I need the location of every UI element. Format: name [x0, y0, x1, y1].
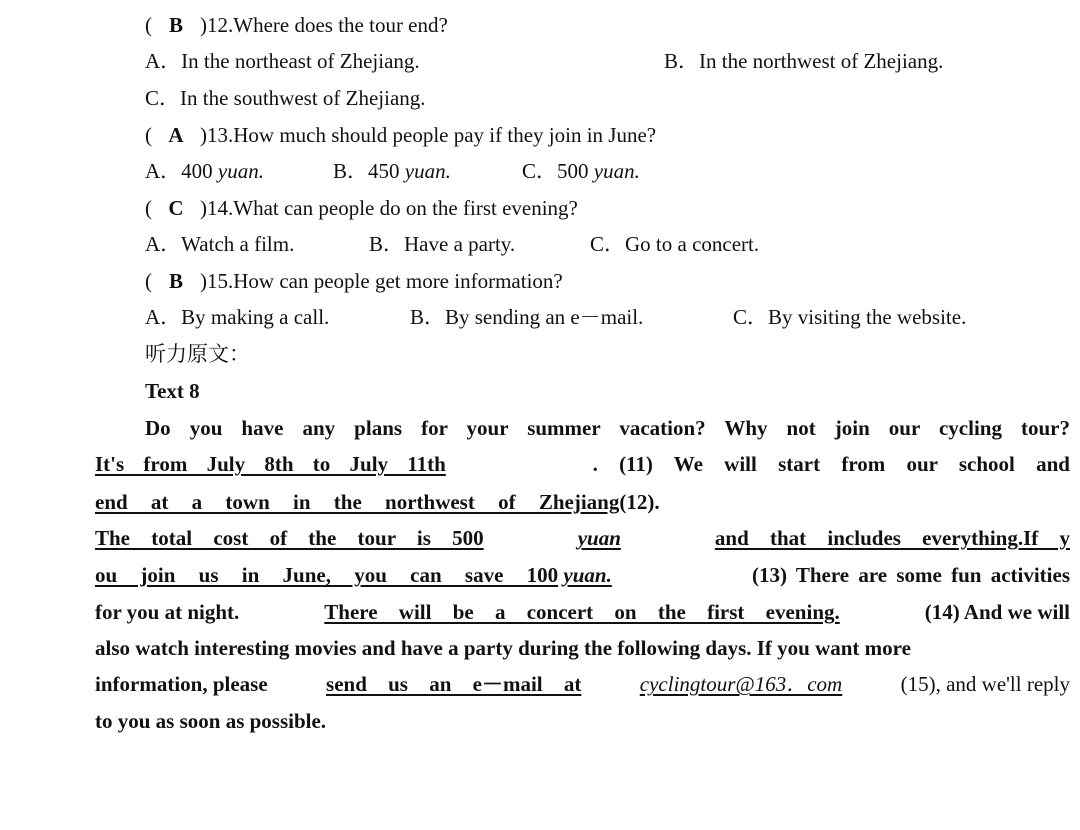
- option-13-c: C．500 yuan.: [522, 159, 640, 183]
- transcript-line-5: ou join us in June, you can save 100 yuan. (13) There are some fun activities: [95, 563, 1070, 587]
- option-12-a: A．In the northeast of Zhejiang.: [145, 49, 420, 73]
- answer-underline-15: send us an e－mail at: [326, 672, 582, 696]
- question-text: What can people do on the first evening?: [233, 196, 578, 220]
- answer-13: A: [168, 123, 184, 147]
- question-text: How can people get more information?: [233, 269, 563, 293]
- question-text: How much should people pay if they join in June?: [233, 123, 657, 147]
- answer-underline-14: There will be a concert on the first evening.: [324, 600, 840, 624]
- question-number: 14: [207, 196, 228, 220]
- question-13: ( A )13.How much should people pay if they join in June?: [145, 123, 657, 147]
- text-title: Text 8: [145, 379, 200, 403]
- answer-underline-11: It's from July 8th to July 11th: [95, 452, 446, 476]
- option-14-b: B．Have a party.: [369, 232, 516, 256]
- option-15-b: B．By sending an e－mail.: [410, 305, 644, 329]
- option-14-c: C．Go to a concert.: [590, 232, 760, 256]
- email-address: cyclingtour@163．com: [639, 672, 843, 696]
- transcript-line-1: Do you have any plans for your summer vacation? Why not join our cycling tour?: [145, 416, 1070, 440]
- answer-underline-12: end at a town in the northwest of Zhejiang: [95, 490, 620, 514]
- transcript-line-3: end at a town in the northwest of Zhejiang(12).: [95, 490, 660, 514]
- question-number: 12: [207, 13, 228, 37]
- option-12-b: B．In the northwest of Zhejiang.: [664, 49, 944, 73]
- question-14: ( C )14.What can people do on the first evening?: [145, 196, 578, 220]
- question-12: ( B )12.Where does the tour end?: [145, 13, 448, 37]
- option-14-a: A．Watch a film.: [145, 232, 295, 256]
- answer-14: C: [168, 196, 184, 220]
- transcript-heading: 听力原文：: [145, 342, 250, 366]
- option-12-c: C．In the southwest of Zhejiang.: [145, 86, 426, 110]
- transcript-line-2: It's from July 8th to July 11th . (11) We will start from our school and: [95, 452, 1070, 476]
- question-number: 15: [207, 269, 228, 293]
- option-13-a: A．400 yuan.: [145, 159, 264, 183]
- question-text: Where does the tour end?: [233, 13, 448, 37]
- question-number: 13: [207, 123, 228, 147]
- answer-12: B: [168, 13, 183, 37]
- transcript-line-8: information, please send us an e－mail at cyclingtour@163．com (15), and we'll reply: [95, 672, 1070, 696]
- option-15-c: C．By visiting the website.: [733, 305, 967, 329]
- option-13-b: B．450 yuan.: [333, 159, 451, 183]
- transcript-line-6: for you at night. There will be a concert on the first evening. (14) And we will: [95, 600, 1070, 624]
- transcript-line-9: to you as soon as possible.: [95, 709, 327, 733]
- transcript-line-4: The total cost of the tour is 500 yuan and that includes everything.If y: [95, 526, 1070, 550]
- answer-15: B: [168, 269, 183, 293]
- question-15: ( B )15.How can people get more information?: [145, 269, 563, 293]
- transcript-line-7: also watch interesting movies and have a party during the following days. If you want more: [95, 636, 911, 660]
- option-15-a: A．By making a call.: [145, 305, 330, 329]
